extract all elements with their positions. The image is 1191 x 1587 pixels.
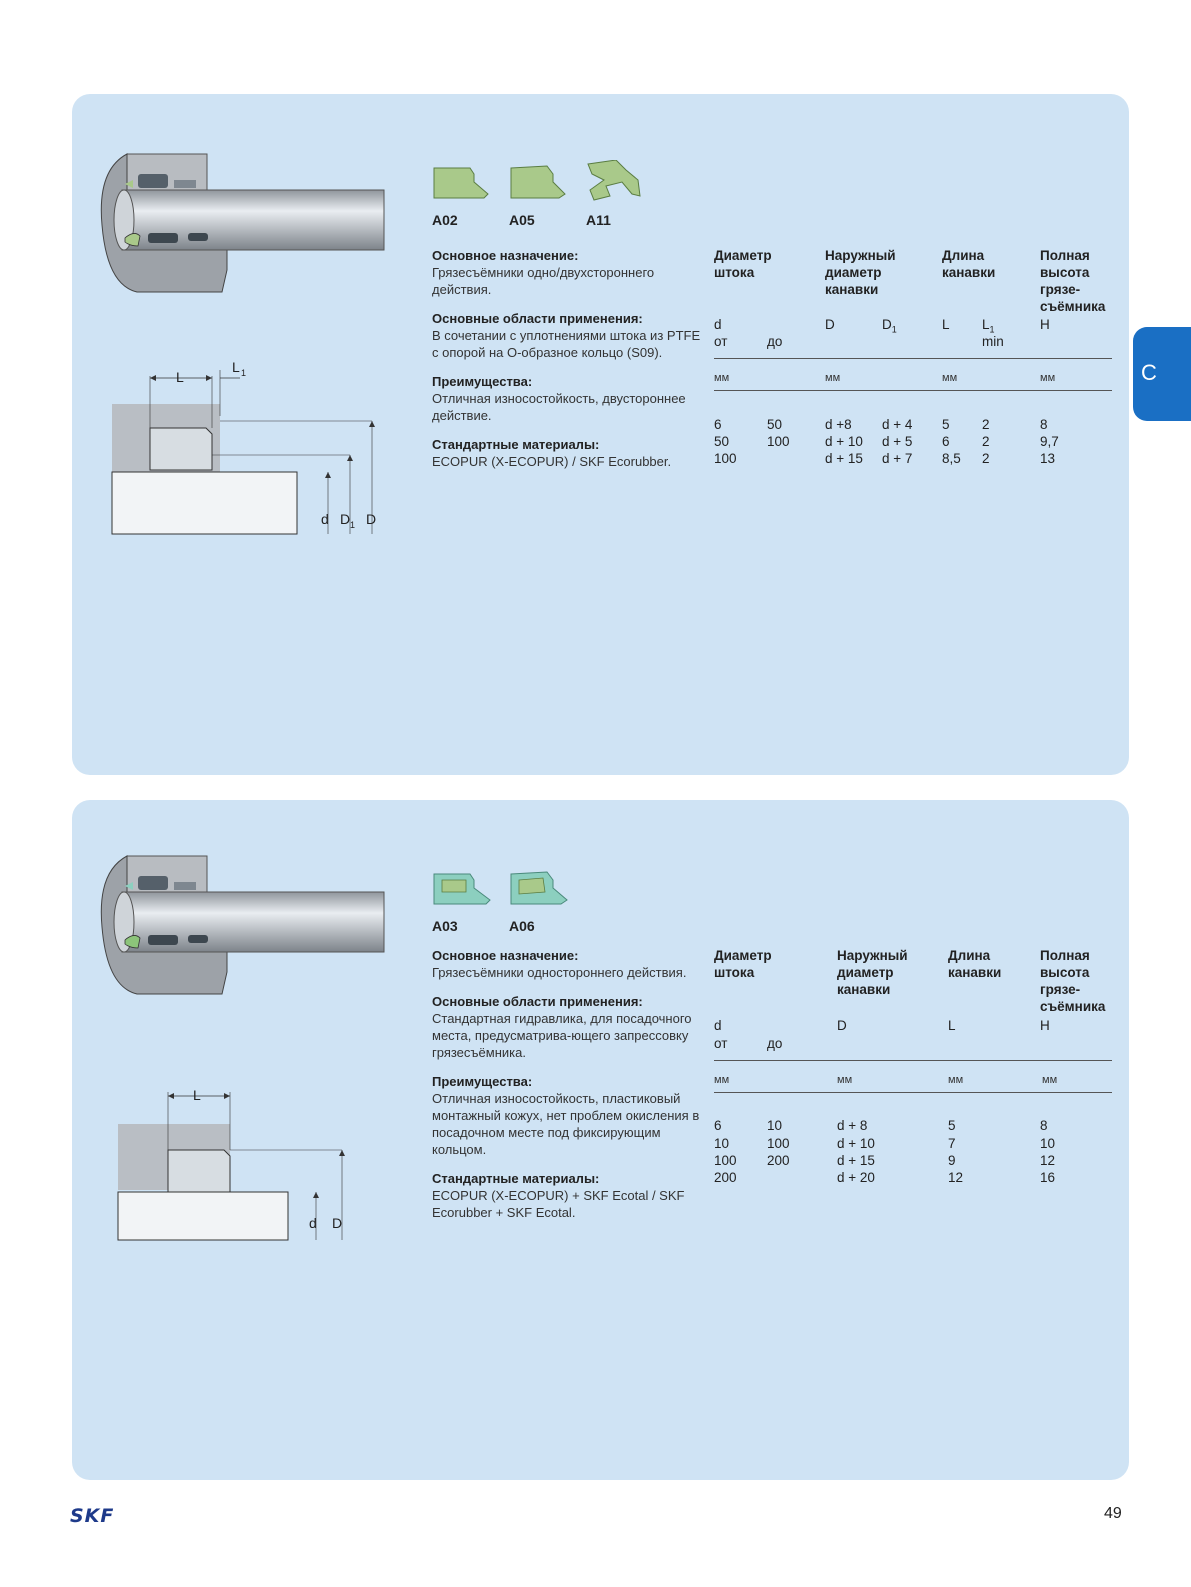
cell-H: 8 xyxy=(1040,1118,1048,1133)
materials-heading: Стандартные материалы: xyxy=(432,1171,600,1186)
cell-H: 8 xyxy=(1040,417,1048,432)
dimensions-table xyxy=(714,947,1114,1187)
unit-label: мм xyxy=(1042,1074,1058,1086)
profile-code: A11 xyxy=(586,212,611,228)
cell-D1: d + 7 xyxy=(882,451,913,466)
cell-L: 9 xyxy=(948,1153,956,1168)
dimensions-table xyxy=(714,247,1114,467)
symbol-D: D xyxy=(837,1018,847,1033)
table-rule-bottom xyxy=(714,390,1112,391)
advantages-heading: Преимущества: xyxy=(432,1074,533,1089)
header-outer-diameter: Наружный диаметр канавки xyxy=(837,948,908,997)
profile-code: A06 xyxy=(509,918,535,934)
dim-label-D: D xyxy=(332,1215,343,1231)
header-rod-diameter: Диаметр штока xyxy=(714,948,772,980)
profile-A03-icon xyxy=(432,866,494,906)
section-tab[interactable] xyxy=(1133,327,1191,421)
applications-text: Стандартная гидравлика, для посадочного места, предусматрива-ющего запрессовку грязесъёмника. xyxy=(432,1011,692,1060)
unit-label: мм xyxy=(948,1074,964,1086)
table-rule-top xyxy=(714,1060,1112,1061)
symbol-D: D xyxy=(825,317,835,332)
cell-d-from: 100 xyxy=(714,451,737,466)
product-panel-2 xyxy=(72,800,1129,1480)
cell-H: 10 xyxy=(1040,1136,1056,1151)
rod-seal-3d-illustration xyxy=(92,852,392,1002)
header-total-height: Полная высота грязе-съёмника xyxy=(1040,948,1106,1014)
unit-label: мм xyxy=(714,372,730,384)
cell-H: 16 xyxy=(1040,1170,1056,1185)
dim-label-D: D xyxy=(366,511,377,527)
profile-A11 xyxy=(586,160,656,228)
profile-icons xyxy=(432,160,682,240)
cell-D: d + 20 xyxy=(837,1170,875,1185)
main-purpose-heading: Основное назначение: xyxy=(432,248,579,263)
header-rod-diameter: Диаметр штока xyxy=(714,248,772,280)
cell-d-from: 6 xyxy=(714,1118,722,1133)
header-groove-length: Длина канавки xyxy=(942,248,996,280)
dim-label-L: L xyxy=(176,369,184,385)
profile-A06-icon xyxy=(509,866,571,906)
materials-text: ECOPUR (X-ECOPUR) + SKF Ecotal / SKF Ecorubber + SKF Ecotal. xyxy=(432,1188,685,1220)
symbol-to: до xyxy=(767,334,783,349)
cell-d-to: 10 xyxy=(767,1118,783,1133)
unit-label: мм xyxy=(942,372,958,384)
profile-A05-icon xyxy=(509,160,569,200)
unit-label: мм xyxy=(825,372,841,384)
cell-D1: d + 5 xyxy=(882,434,913,449)
symbol-H: H xyxy=(1040,317,1050,332)
applications-heading: Основные области применения: xyxy=(432,311,643,326)
header-groove-length: Длина канавки xyxy=(948,948,1002,980)
dim-label-L: L xyxy=(193,1087,201,1103)
dim-label-d: d xyxy=(321,511,329,527)
symbol-L: L xyxy=(948,1018,956,1033)
dim-label-L1: L xyxy=(232,359,240,375)
cell-L1: 2 xyxy=(982,434,990,449)
cell-L: 12 xyxy=(948,1170,964,1185)
advantages-text: Отличная износостойкость, пластиковый монтажный кожух, нет проблем окисления в посадочном месте под фиксирующим кольцом. xyxy=(432,1091,700,1157)
section-tab-label: C xyxy=(1141,360,1157,385)
main-purpose-heading: Основное назначение: xyxy=(432,948,579,963)
symbol-d: d xyxy=(714,317,722,332)
cell-D: d + 10 xyxy=(825,434,863,449)
dim-label-D1: D xyxy=(340,511,351,527)
dim-label-D1-sub: 1 xyxy=(350,520,356,530)
cell-d-from: 50 xyxy=(714,434,730,449)
cell-d-to: 50 xyxy=(767,417,783,432)
cell-H: 9,7 xyxy=(1040,434,1059,449)
unit-label: мм xyxy=(714,1074,730,1086)
cell-L1: 2 xyxy=(982,417,990,432)
cell-d-from: 200 xyxy=(714,1170,737,1185)
symbol-to: до xyxy=(767,1036,783,1051)
symbol-H: H xyxy=(1040,1018,1050,1033)
profile-A03 xyxy=(432,866,502,934)
dim-label-d: d xyxy=(309,1215,317,1231)
cell-D: d + 8 xyxy=(837,1118,868,1133)
cell-L: 5 xyxy=(948,1118,956,1133)
profile-A02-icon xyxy=(432,160,492,200)
symbol-from: от xyxy=(714,334,728,349)
profile-A02 xyxy=(432,160,502,228)
profile-A11-icon xyxy=(586,160,646,204)
brand-logo: SKF xyxy=(70,1505,115,1527)
cell-D: d + 15 xyxy=(825,451,863,466)
main-purpose-text: Грязесъёмники одностороннего действия. xyxy=(432,965,687,980)
cell-L: 8,5 xyxy=(942,451,961,466)
groove-dimension-diagram xyxy=(116,1082,376,1242)
cell-D: d +8 xyxy=(825,417,852,432)
page-number: 49 xyxy=(1104,1505,1122,1522)
cell-L: 6 xyxy=(942,434,950,449)
symbol-L: L xyxy=(942,317,950,332)
dim-label-L1-sub: 1 xyxy=(241,368,247,378)
cell-L: 5 xyxy=(942,417,950,432)
cell-L: 7 xyxy=(948,1136,956,1151)
profile-code: A02 xyxy=(432,212,458,228)
unit-label: мм xyxy=(1040,372,1056,384)
symbol-D1: $D_1$ xyxy=(882,317,897,335)
main-purpose-text: Грязесъёмники одно/двухстороннего действия. xyxy=(432,265,655,297)
description-block xyxy=(432,247,702,482)
symbol-d: d xyxy=(714,1018,722,1033)
cell-H: 13 xyxy=(1040,451,1056,466)
cell-d-to: 100 xyxy=(767,1136,790,1151)
profile-code: A05 xyxy=(509,212,535,228)
advantages-text: Отличная износостойкость, двустороннее действие. xyxy=(432,391,686,423)
profile-A06 xyxy=(509,866,579,934)
table-rule-top xyxy=(714,358,1112,359)
cell-L1: 2 xyxy=(982,451,990,466)
cell-D: d + 10 xyxy=(837,1136,875,1151)
applications-heading: Основные области применения: xyxy=(432,994,643,1009)
cell-H: 12 xyxy=(1040,1153,1056,1168)
groove-dimension-diagram xyxy=(110,356,400,536)
symbol-from: от xyxy=(714,1036,728,1051)
header-outer-diameter: Наружный диаметр канавки xyxy=(825,248,896,297)
cell-D1: d + 4 xyxy=(882,417,913,432)
symbol-min: min xyxy=(982,334,1004,349)
profile-A05 xyxy=(509,160,579,228)
cell-d-from: 10 xyxy=(714,1136,730,1151)
cell-D: d + 15 xyxy=(837,1153,875,1168)
cell-d-to: 100 xyxy=(767,434,790,449)
rod-seal-3d-illustration xyxy=(92,150,392,300)
symbol-L1: $L_1$ xyxy=(982,317,995,335)
advantages-heading: Преимущества: xyxy=(432,374,533,389)
product-panel-1 xyxy=(72,94,1129,775)
cell-d-from: 100 xyxy=(714,1153,737,1168)
description-block xyxy=(432,947,702,1233)
materials-heading: Стандартные материалы: xyxy=(432,437,600,452)
profile-code: A03 xyxy=(432,918,458,934)
header-total-height: Полная высота грязе-съёмника xyxy=(1040,248,1106,314)
materials-text: ECOPUR (X-ECOPUR) / SKF Ecorubber. xyxy=(432,454,672,469)
cell-d-to: 200 xyxy=(767,1153,790,1168)
applications-text: В сочетании с уплотнениями штока из PTFE с опорой на О-образное кольцо (S09). xyxy=(432,328,701,360)
unit-label: мм xyxy=(837,1074,853,1086)
profile-icons xyxy=(432,866,682,946)
table-rule-bottom xyxy=(714,1092,1112,1093)
cell-d-from: 6 xyxy=(714,417,722,432)
